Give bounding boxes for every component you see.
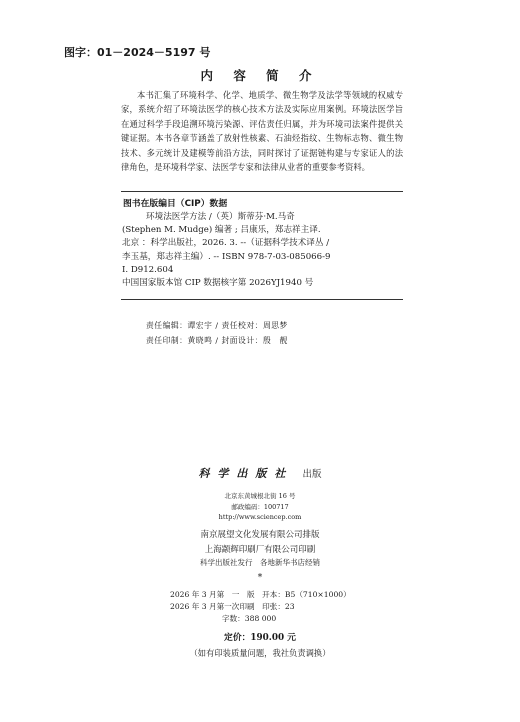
typesetter: 南京展望文化发展有限公司排版: [200, 530, 320, 540]
cip-line: 中国国家版本馆 CIP 数据核字第 2026YJ1940 号: [122, 278, 314, 289]
cip-line: Ⅰ. D912.604: [122, 264, 174, 275]
page-title: 内 容 简 介: [200, 68, 320, 83]
publisher-address: 北京东黄城根北街 16 号: [224, 492, 296, 500]
editorial-credits: [146, 319, 288, 348]
cip-line: 环境法医学方法 /（英）斯蒂芬·M.马奇: [146, 212, 295, 222]
publisher-line: [0, 462, 520, 481]
price: 定价：190.00 元: [224, 633, 296, 643]
cip-data: [122, 211, 404, 290]
print-line: 2026 年 3 月第一次印刷 印张：23: [170, 602, 295, 611]
quality-note: （如有印装质量问题，我社负责调换）: [189, 648, 331, 658]
printer: 上海颛辉印刷厂有限公司印刷: [204, 545, 316, 555]
cip-heading: 图书在版编目（CIP）数据: [123, 199, 228, 209]
credit-line-production: 责任印制：黄晓鸣 / 封面设计：殷 靓: [146, 335, 288, 345]
content-summary: 本书汇集了环境科学、化学、地质学、微生物学及法学等领域的权威专家，系统介绍了环境法医学的核心技术方法及实际应用案例。环境法医学旨在通过科学手段追溯环境污染源、评估责任归属，并为环境司法案件提供关键证据。本书各章节涵盖了放射性核素、石油烃指纹、生物标志物、微生物技术、多元统计及建模等前沿方法，同时探讨了证据链构建与专家证人的法律角色，是环境科学家、法医学专家和法律从业者的重要参考资料。: [121, 90, 403, 173]
distribution: 科学出版社发行 各地新华书店经销: [200, 558, 320, 567]
publisher-website: http://www.sciencep.com: [218, 513, 302, 521]
registration-number: 图字：01－2024－5197 号: [64, 46, 211, 59]
publisher-postcode: 邮政编码：100717: [231, 503, 289, 511]
cip-line: (Stephen M. Mudge) 编著 ; 吕康乐，郑志祥主译.: [122, 225, 321, 236]
edition-line: 2026 年 3 月第 一 版 开本：B5（710×1000）: [170, 590, 351, 599]
publisher-logo: 科学出版社: [198, 467, 294, 480]
separator-star: *: [257, 573, 263, 583]
credit-line-editors: 责任编辑：谭宏宇 / 责任校对：周思梦: [146, 321, 288, 330]
publisher-suffix: 出版: [302, 469, 322, 480]
cip-line: 李玉基，郑志祥主编）. -- ISBN 978-7-03-085066-9: [122, 251, 331, 262]
cip-line: 北京 ：科学出版社，2026. 3. --（证据科学技术译丛 /: [122, 238, 330, 249]
word-count: 字数：388 000: [222, 614, 277, 623]
